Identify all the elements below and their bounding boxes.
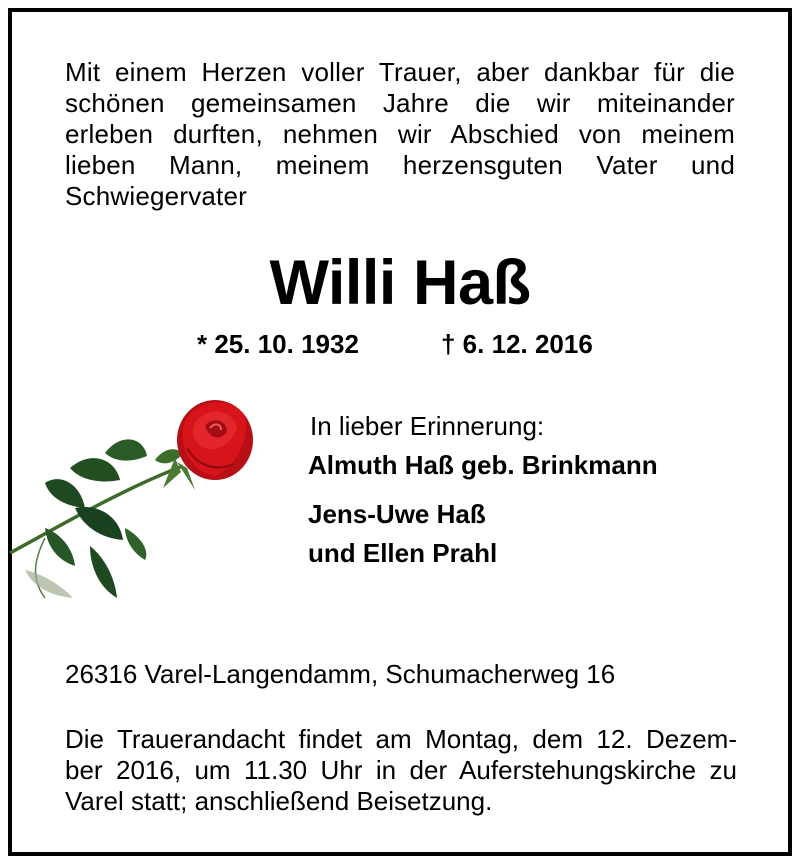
intro-line: Schwiegervater [65,181,247,211]
memory-label: In lieber Erinnerung: [310,411,545,441]
address: 26316 Varel-Langendamm, Schumacherweg 16 [65,659,616,689]
service-line: ber 2016, um 11.30 Uhr in der Auferstehungskirche zu [65,755,737,785]
service-line: Varel statt; anschließend Beisetzung. [65,786,493,816]
mourner-name: und Ellen Prahl [308,538,498,568]
rose-image [5,388,260,608]
mourner-name: Almuth Haß geb. Brinkmann [308,450,658,480]
service-line: Die Trauerandacht findet am Montag, dem 12. Dezem- [65,724,737,754]
mourner-name: Jens-Uwe Haß [308,499,486,529]
intro-line: Mit einem Herzen voller Trauer, aber dankbar für die [65,57,735,87]
death-date: † 6. 12. 2016 [441,329,593,359]
service-info [65,724,737,817]
intro-line: lieben Mann, meinem herzensguten Vater und [65,150,735,180]
intro-line: erleben durften, nehmen wir Abschied von meinem [65,119,735,149]
intro-text [65,57,735,212]
intro-line: schönen gemeinsamen Jahre die wir miteinander [65,88,735,118]
birth-date: * 25. 10. 1932 [197,329,359,359]
deceased-name: Willi Haß [269,248,531,318]
